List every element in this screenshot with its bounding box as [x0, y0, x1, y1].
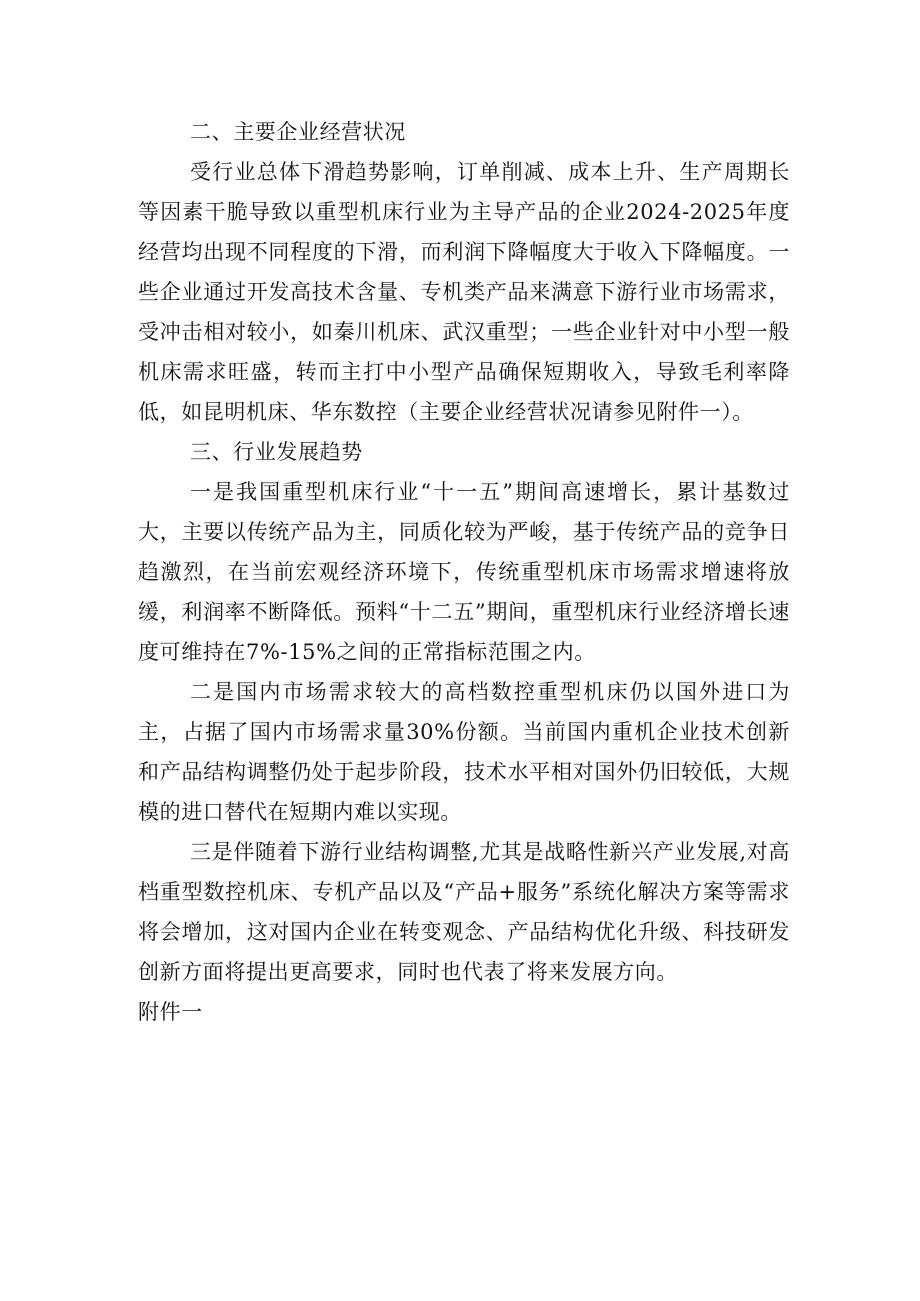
attachment-label: 附件一 — [138, 1000, 203, 1024]
paragraph-trend-one: 一是我国重型机床行业“十一五”期间高速增长，累计基数过大，主要以传统产品为主，同质化较为严峻，基于传统产品的竞争日趋激烈，在当前宏观经济环境下，传统重型机床市场需求增速将放缓，利润率不断降低。预料“十二五”期间，重型机床行业经济增长速度可维持在7%-15%之间的正常指标范围之内。 — [138, 480, 790, 664]
section-heading-industry-trends: 三、行业发展趋势 — [190, 440, 363, 464]
paragraph-business-status: 受行业总体下滑趋势影响，订单削减、成本上升、生产周期长等因素干脆导致以重型机床行业为主导产品的企业2024-2025年度经营均出现不同程度的下滑，而利润下降幅度大于收入下降幅度。一些企业通过开发高技术含量、专机类产品来满意下游行业市场需求，受冲击相对较小，如秦川机床、武汉重型；一些企业针对中小型一般机床需求旺盛，转而主打中小型产品确保短期收入，导致毛利率降低，如昆明机床、华东数控（主要企业经营状况请参见附件一）。 — [138, 160, 790, 424]
document-body — [138, 112, 790, 1032]
paragraph-trend-three: 三是伴随着下游行业结构调整,尤其是战略性新兴产业发展,对高档重型数控机床、专机产品以及“产品+服务”系统化解决方案等需求将会增加，这对国内企业在转变观念、产品结构优化升级、科技研发创新方面将提出更高要求，同时也代表了将来发展方向。 — [138, 840, 790, 984]
section-heading-business-status: 二、主要企业经营状况 — [190, 120, 406, 144]
paragraph-trend-two: 二是国内市场需求较大的高档数控重型机床仍以国外进口为主，占据了国内市场需求量30%份额。当前国内重机企业技术创新和产品结构调整仍处于起步阶段，技术水平相对国外仍旧较低，大规模的进口替代在短期内难以实现。 — [138, 680, 790, 824]
